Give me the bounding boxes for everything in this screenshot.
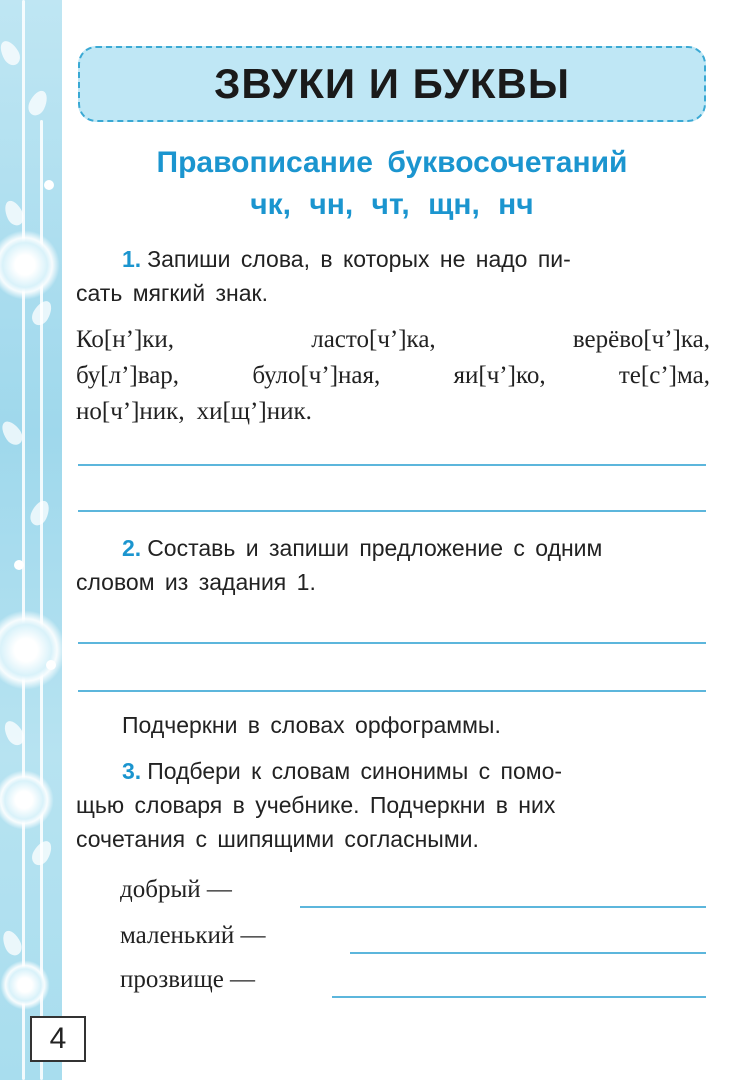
word-item: бу[л’]вар, [76, 362, 180, 389]
answer-line-2a[interactable] [78, 642, 706, 644]
synonym-answer-line[interactable] [332, 996, 706, 998]
synonym-row [120, 922, 706, 958]
task-3-instruction: 3. Подбери к словам синонимы с помо- щью словаря в учебнике. Подчеркни в них сочетания с шипящими согласными. [76, 758, 563, 852]
task-2-instruction: 2. Составь и запиши предложение с одним словом из задания 1. [76, 535, 603, 595]
word-item: те[с’]ма, [618, 362, 710, 389]
title-banner [78, 46, 706, 122]
word-item: яи[ч’]ко, [453, 362, 546, 389]
task-1-number: 1. [122, 246, 142, 272]
synonym-answer-line[interactable] [300, 906, 706, 908]
lesson-subtitle: Правописание буквосочетаний [156, 146, 628, 179]
task-3-number: 3. [122, 758, 142, 784]
answer-line-1a[interactable] [78, 464, 706, 466]
word-item: було[ч’]ная, [252, 362, 381, 389]
floral-side-decoration [0, 0, 62, 1080]
synonym-row [120, 966, 706, 1002]
word-item: но[ч’]ник, [76, 398, 185, 425]
synonym-answer-line[interactable] [350, 952, 706, 954]
page-number: 4 [30, 1016, 86, 1062]
synonym-word: прозвище — [120, 966, 256, 993]
word-item: ласто[ч’]ка, [311, 326, 436, 353]
synonym-word: маленький — [120, 922, 266, 949]
word-item: хи[щ’]ник. [196, 398, 312, 425]
word-item: верёво[ч’]ка, [572, 326, 710, 353]
lesson-letter-combinations: чк, чн, чт, щн, нч [250, 188, 534, 221]
synonym-word: добрый — [120, 876, 232, 903]
answer-line-2b[interactable] [78, 690, 706, 692]
synonym-row [120, 876, 706, 912]
task-1-word-list [76, 322, 710, 430]
page-title: ЗВУКИ И БУКВЫ [214, 60, 570, 107]
task-1-instruction: 1. Запиши слова, в которых не надо пи- сать мягкий знак. [76, 246, 571, 306]
word-item: Ко[н’]ки, [76, 326, 175, 353]
answer-line-1b[interactable] [78, 510, 706, 512]
task-2-note: Подчеркни в словах орфограммы. [122, 712, 501, 738]
task-2-number: 2. [122, 535, 142, 561]
